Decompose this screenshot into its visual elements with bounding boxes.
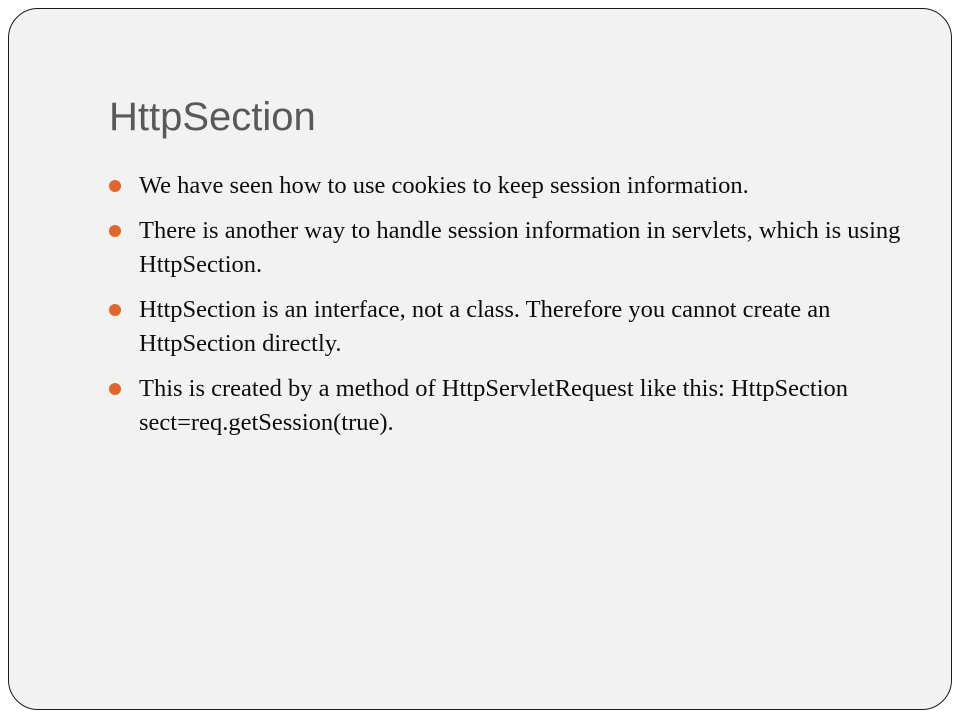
bullet-item [109, 169, 909, 204]
bullet-list [109, 169, 909, 451]
bullet-item [109, 293, 909, 362]
bullet-dot-icon [109, 225, 121, 237]
bullet-text: We have seen how to use cookies to keep session information. [139, 172, 749, 199]
bullet-text: There is another way to handle session information in servlets, which is using HttpSection. [139, 216, 901, 278]
bullet-text: HttpSection is an interface, not a class. Therefore you cannot create an HttpSection directly. [139, 295, 831, 357]
bullet-dot-icon [109, 304, 121, 316]
slide [8, 8, 952, 710]
bullet-dot-icon [109, 383, 121, 395]
bullet-item [109, 214, 909, 283]
bullet-dot-icon [109, 180, 121, 192]
bullet-text: This is created by a method of HttpServletRequest like this: HttpSection sect=req.getSession(true). [139, 374, 849, 436]
slide-title: HttpSection [109, 95, 316, 139]
bullet-item [109, 372, 909, 441]
